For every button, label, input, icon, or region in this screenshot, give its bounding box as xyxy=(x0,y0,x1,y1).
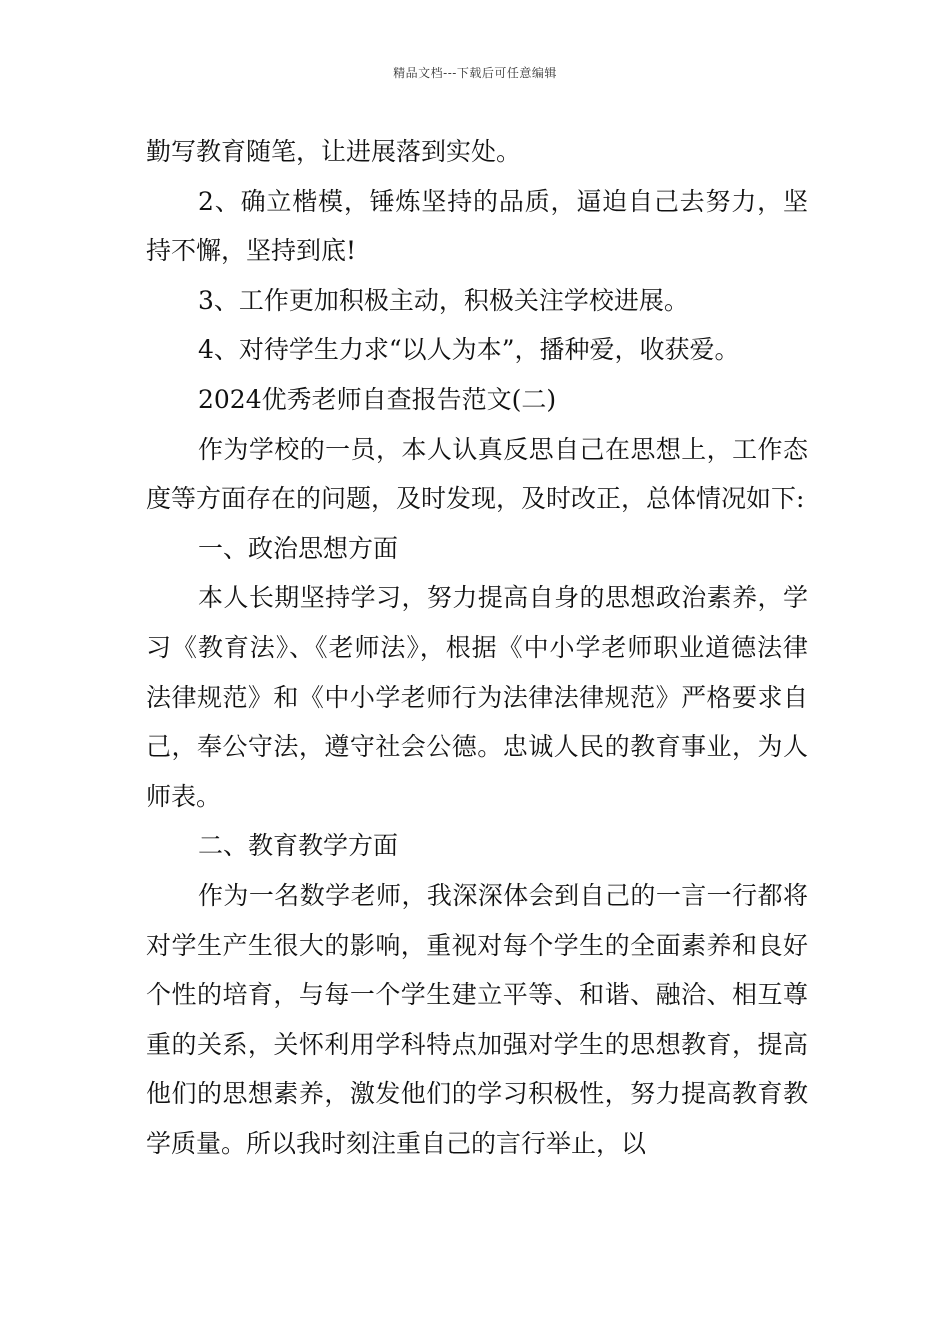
section-heading: 一、政治思想方面 xyxy=(198,533,399,563)
paragraph: 3、工作更加积极主动，积极关注学校进展。 xyxy=(198,285,689,315)
document-body xyxy=(146,127,808,1168)
section-heading: 二、教育教学方面 xyxy=(198,831,399,861)
section-title: 2024优秀老师自查报告范文(二) xyxy=(198,384,557,414)
paragraph: 2、确立楷模，锤炼坚持的品质，逼迫自己去努力，坚持不懈，坚持到底! xyxy=(146,186,808,266)
paragraph: 勤写教育随笔，让进展落到实处。 xyxy=(146,137,522,166)
paragraph: 作为一名数学老师，我深深体会到自己的一言一行都将对学生产生很大的影响，重视对每个学生的全面素养和良好个性的培育，与每一个学生建立平等、和谐、融洽、相互尊重的关系，关怀利用学科特点加强对学生的思想教育，提高他们的思想素养，激发他们的学习积极性，努力提高教育教学质量。所以我时刻注重自己的言行举止，以 xyxy=(146,880,808,1158)
page-header: 精品文档---下载后可任意编辑 xyxy=(393,66,557,80)
paragraph: 4、对待学生力求“以人为本”，播种爱，收获爱。 xyxy=(198,335,740,365)
paragraph: 作为学校的一员，本人认真反思自己在思想上，工作态度等方面存在的问题，及时发现，及时改正，总体情况如下: xyxy=(146,434,808,514)
paragraph: 本人长期坚持学习，努力提高自身的思想政治素养，学习《教育法》、《老师法》，根据《中小学老师职业道德法律法律规范》和《中小学老师行为法律法律规范》严格要求自己，奉公守法，遵守社会公德。忠诚人民的教育事业，为人师表。 xyxy=(146,583,808,811)
